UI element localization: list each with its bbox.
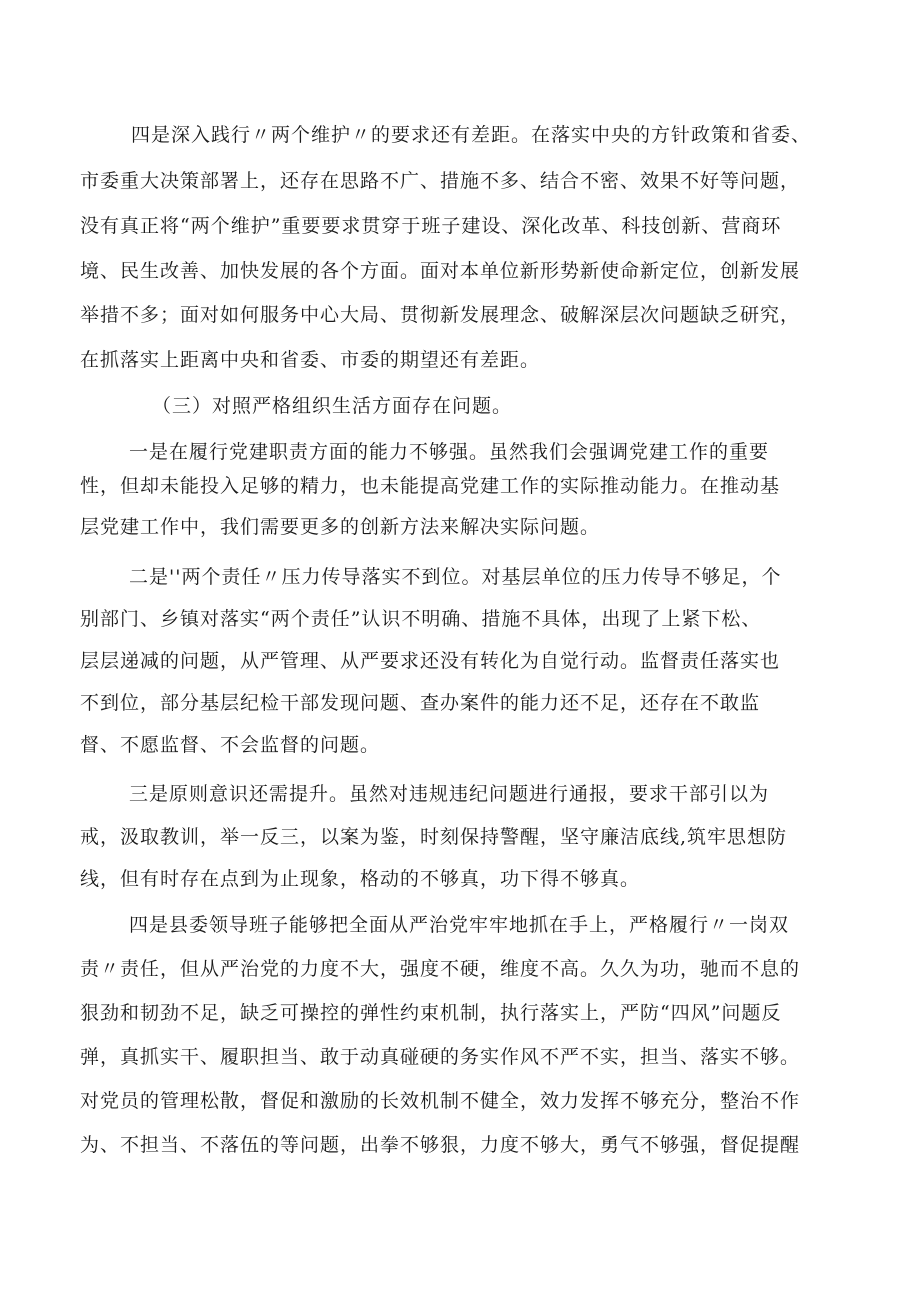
text-line: 层党建工作中，我们需要更多的创新方法来解决实际问题。 bbox=[80, 516, 601, 538]
text-line: 责〃责任，但从严治党的力度不大，强度不硬，维度不高。久久为功，驰而不息的 bbox=[80, 958, 801, 980]
text-line: 为、不担当、不落伍的等问题，出拳不够狠，力度不够大，勇气不够强，督促提醒 bbox=[80, 1134, 801, 1156]
text-line: 四是县委领导班子能够把全面从严治党牢牢地抓在手上，严格履行〃一岗双 bbox=[129, 914, 790, 936]
text-line: 二是''两个责任〃压力传导落实不到位。对基层单位的压力传导不够足，个 bbox=[129, 566, 782, 588]
text-line: 一是在履行党建职责方面的能力不够强。虽然我们会强调党建工作的重要 bbox=[129, 441, 770, 463]
text-line: 弹，真抓实干、履职担当、敢于动真碰硬的务实作风不严不实，担当、落实不够。 bbox=[80, 1046, 801, 1068]
text-line: 层层递减的问题，从严管理、从严要求还没有转化为自觉行动。监督责任落实也 bbox=[80, 650, 781, 672]
text-line: 线，但有时存在点到为止现象，格动的不够真，功下得不够真。 bbox=[80, 868, 641, 890]
text-line: 境、民生改善、加快发展的各个方面。面对本单位新形势新使命新定位，创新发展 bbox=[80, 260, 801, 282]
text-line: 狠劲和韧劲不足，缺乏可操控的弹性约束机制，执行落实上，严防“四风”问题反 bbox=[80, 1002, 782, 1024]
text-line: 对党员的管理松散，督促和激励的长效机制不健全，效力发挥不够充分，整治不作 bbox=[80, 1090, 801, 1112]
text-line: 性，但却未能投入足够的精力，也未能提高党建工作的实际推动能力。在推动基 bbox=[80, 475, 781, 497]
text-line: 督、不愿监督、不会监督的问题。 bbox=[80, 734, 381, 756]
section-heading: （三）对照严格组织生活方面存在问题。 bbox=[152, 395, 513, 417]
text-line: 市委重大决策部署上，还存在思路不广、措施不多、结合不密、效果不好等问题， bbox=[80, 170, 801, 192]
text-line: 举措不多；面对如何服务中心大局、贯彻新发展理念、破解深层次问题缺乏研究， bbox=[80, 304, 801, 326]
text-line: 戒，汲取教训，举一反三，以案为鉴，时刻保持警醒，坚守廉洁底线,筑牢思想防 bbox=[80, 826, 788, 848]
text-line: 四是深入践行〃两个维护〃的要求还有差距。在落实中央的方针政策和省委、 bbox=[131, 124, 812, 146]
text-line: 没有真正将“两个维护”重要要求贯穿于班子建设、深化改革、科技创新、营商环 bbox=[80, 215, 782, 237]
text-line: 别部门、乡镇对落实“两个责任”认识不明确、措施不具体，出现了上紧下松、 bbox=[80, 608, 762, 630]
text-line: 在抓落实上距离中央和省委、市委的期望还有差距。 bbox=[80, 349, 541, 371]
text-line: 不到位，部分基层纪检干部发现问题、查办案件的能力还不足，还存在不敢监 bbox=[80, 692, 761, 714]
text-line: 三是原则意识还需提升。虽然对违规违纪问题进行通报，要求干部引以为 bbox=[129, 783, 770, 805]
